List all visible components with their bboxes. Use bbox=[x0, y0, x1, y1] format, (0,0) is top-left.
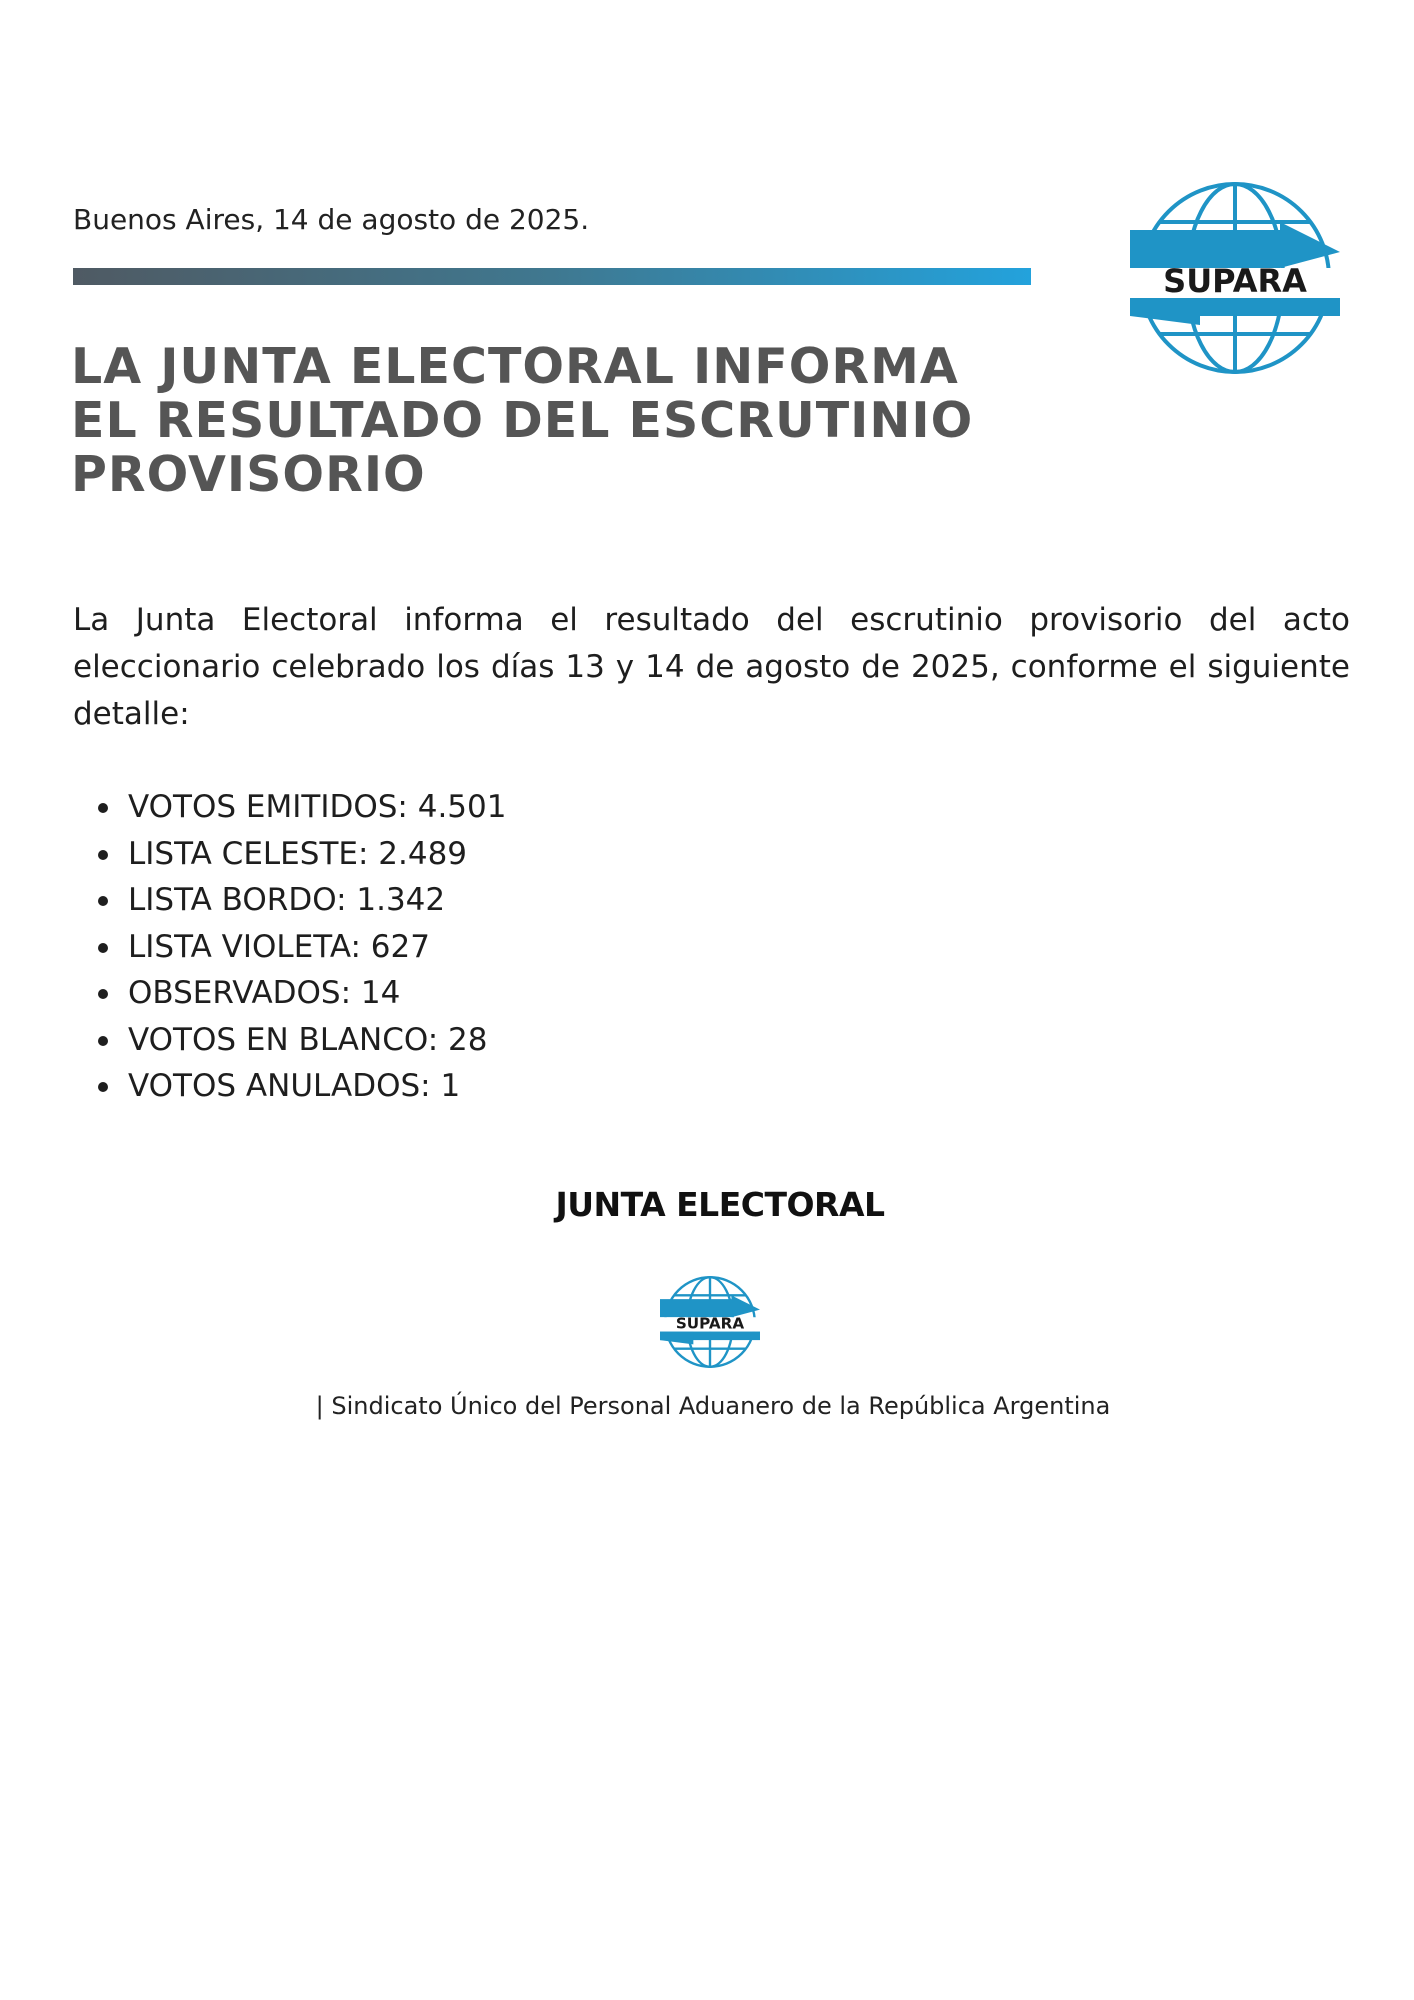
list-item bbox=[128, 924, 506, 971]
title-line-3: PROVISORIO bbox=[71, 446, 426, 503]
results-list bbox=[73, 784, 506, 1110]
result-observados: OBSERVADOS: 14 bbox=[128, 975, 401, 1011]
bullet-icon bbox=[98, 989, 108, 999]
result-votos-anulados: VOTOS ANULADOS: 1 bbox=[128, 1068, 461, 1104]
bullet-icon bbox=[98, 850, 108, 860]
title-line-1: LA JUNTA ELECTORAL INFORMA bbox=[71, 338, 959, 395]
result-lista-bordo: LISTA BORDO: 1.342 bbox=[128, 882, 446, 918]
header-divider bbox=[73, 268, 1031, 285]
logo-text: SUPARA bbox=[1163, 262, 1307, 300]
list-item bbox=[128, 784, 506, 831]
result-votos-en-blanco: VOTOS EN BLANCO: 28 bbox=[128, 1021, 488, 1058]
list-item bbox=[128, 831, 506, 878]
list-item bbox=[128, 1063, 506, 1110]
footer-organization: | Sindicato Único del Personal Aduanero de la República Argentina bbox=[315, 1392, 1111, 1420]
list-item bbox=[128, 877, 506, 924]
intro-paragraph: La Junta Electoral informa el resultado del escrutinio provisorio del acto eleccionario celebrado los días 13 y 14 de agosto de 2025, conforme el siguiente detalle: bbox=[73, 602, 1350, 732]
logo-small-text: SUPARA bbox=[675, 1314, 745, 1333]
bullet-icon bbox=[98, 1082, 108, 1092]
supara-logo-small bbox=[660, 1275, 760, 1369]
bullet-icon bbox=[98, 896, 108, 906]
page-title bbox=[71, 338, 974, 503]
result-votos-emitidos: VOTOS EMITIDOS: 4.501 bbox=[128, 789, 507, 825]
title-line-2: EL RESULTADO DEL ESCRUTINIO bbox=[71, 392, 974, 449]
bullet-icon bbox=[98, 803, 108, 813]
supara-logo bbox=[1130, 180, 1340, 376]
signature-title: JUNTA ELECTORAL bbox=[555, 1185, 885, 1224]
list-item bbox=[128, 1017, 506, 1064]
result-lista-violeta: LISTA VIOLETA: 627 bbox=[128, 928, 430, 965]
document-date: Buenos Aires, 14 de agosto de 2025. bbox=[73, 203, 590, 236]
bullet-icon bbox=[98, 943, 108, 953]
list-item bbox=[128, 970, 506, 1017]
result-lista-celeste: LISTA CELESTE: 2.489 bbox=[128, 835, 468, 872]
bullet-icon bbox=[98, 1036, 108, 1046]
